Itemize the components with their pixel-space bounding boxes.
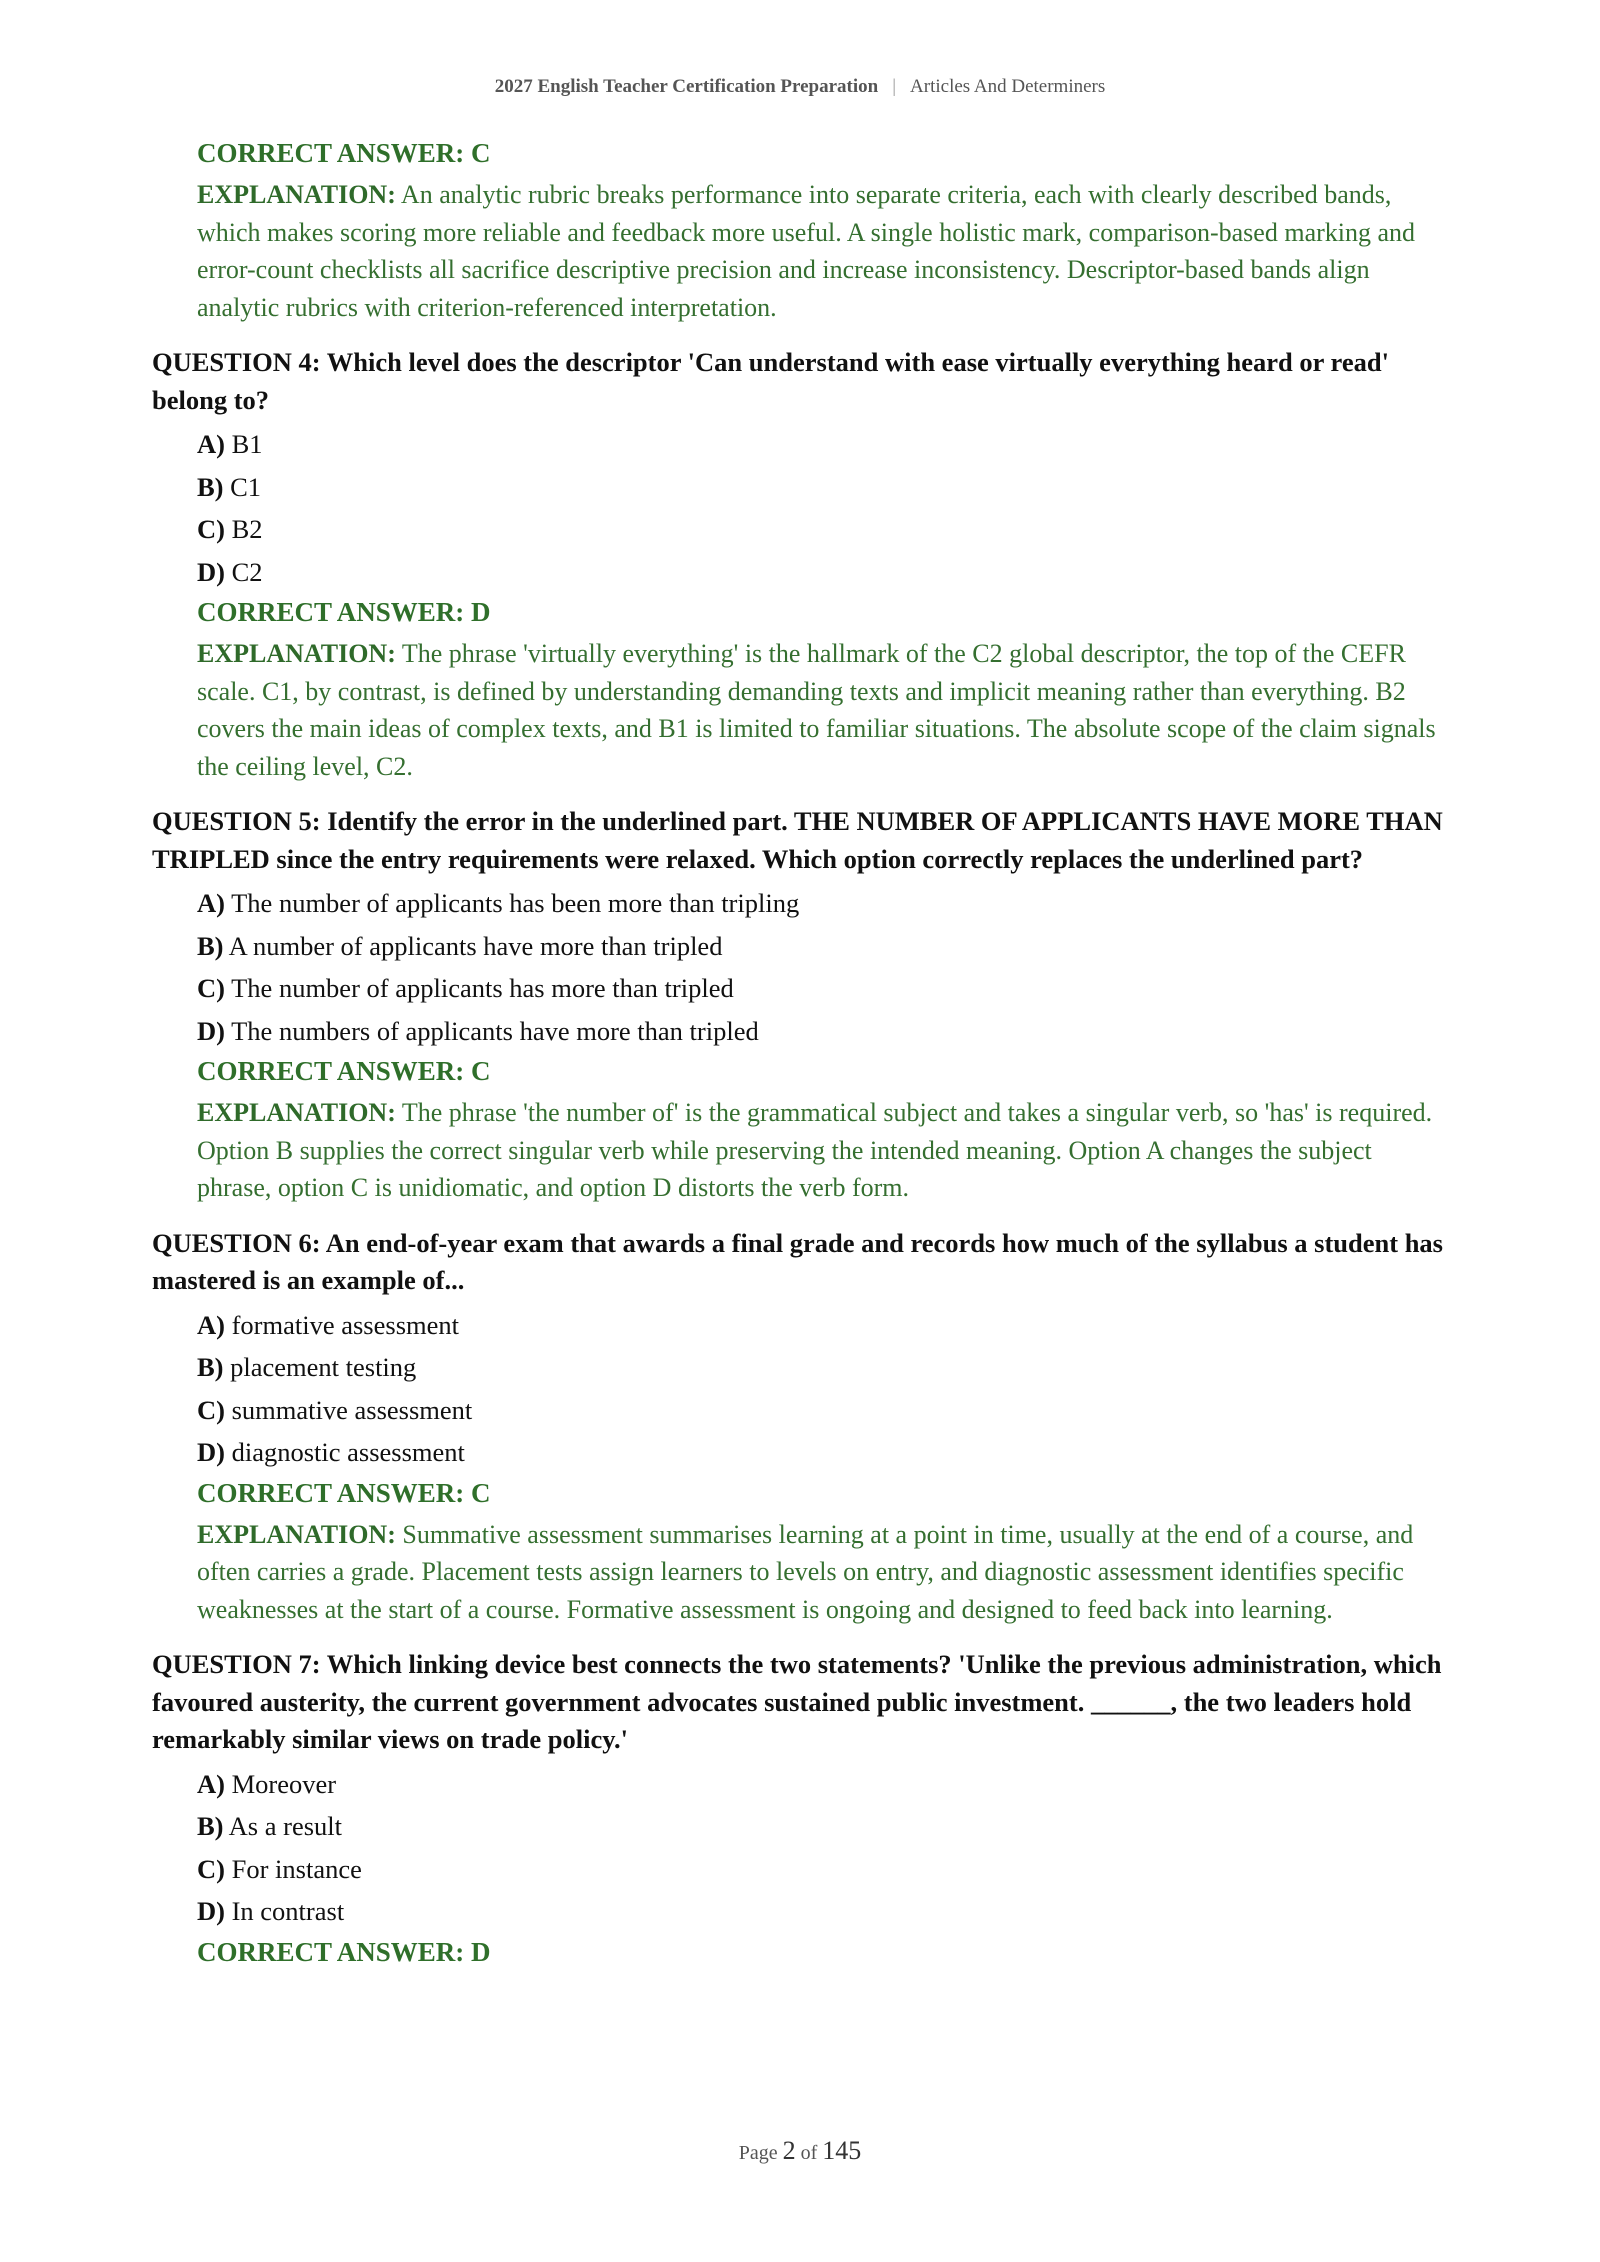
option-text: B1 [224,429,263,459]
option-text: In contrast [224,1896,345,1926]
explanation-label: EXPLANATION: [197,1519,396,1549]
explanation-text: The phrase 'virtually everything' is the hallmark of the C2 global descriptor, the top of the CEFR scale. C1, by contrast, is defined by understanding demanding texts and implicit meaning rather than everything. B2 covers the main ideas of complex texts, and B1 is limited to familiar situations. The absolute scope of the claim signals the ceiling level, C2. [197,639,1436,781]
option-b [197,466,1448,509]
question-text: QUESTION 7: Which linking device best connects the two statements? 'Unlike the previous administration, which favoured austerity, the current government advocates sustained public investment. ______, the two leaders hold remarkably similar views on trade policy.' [152,1649,1442,1754]
question-text: QUESTION 4: Which level does the descriptor 'Can understand with ease virtually everything heard or read' belong to? [152,347,1389,415]
explanation [197,635,1448,785]
option-text: Moreover [224,1768,337,1799]
option-c [197,1848,1448,1891]
correct-answer: CORRECT ANSWER: C [197,138,491,168]
option-letter: D) [197,1015,225,1046]
question-block-4 [152,344,1448,785]
option-text: C2 [224,556,263,587]
explanation-label: EXPLANATION: [197,180,396,209]
question-block-6 [152,1225,1448,1629]
correct-answer: CORRECT ANSWER: D [197,1936,491,1967]
explanation [197,1094,1448,1207]
option-text: The numbers of applicants have more than tripled [224,1015,759,1046]
header-section-title: Articles And Determiners [910,76,1106,97]
option-text: A number of applicants have more than tripled [223,930,723,961]
option-letter: C) [197,973,225,1003]
option-c [197,508,1448,551]
page-of-label: of [800,2142,818,2164]
option-letter: A) [197,1309,225,1340]
option-text: C1 [223,471,262,502]
option-text: B2 [224,514,263,544]
option-c [197,1389,1448,1432]
option-list [197,1304,1448,1474]
option-letter: B) [197,471,224,502]
option-a [197,1763,1448,1806]
question-block-7 [152,1646,1448,1971]
running-header [0,76,1600,98]
option-a [197,882,1448,925]
page-label: Page [738,2142,778,2164]
option-text: placement testing [223,1352,417,1382]
explanation-text: Summative assessment summarises learning at a point in time, usually at the end of a course, and often carries a grade. Placement tests assign learners to levels on entry, and diagnostic assessment identifies specific weaknesses at the start of a course. Formative assessment is ongoing and designed to feed back into learning. [197,1519,1414,1624]
option-letter: C) [197,514,225,544]
option-letter: D) [197,556,225,587]
page-number: 2 [782,2136,796,2165]
option-d [197,1890,1448,1933]
option-letter: B) [197,1352,224,1382]
option-d [197,1010,1448,1053]
header-separator: | [892,76,897,97]
option-letter: A) [197,888,225,918]
option-text: The number of applicants has been more than tripling [224,888,800,918]
option-b [197,1805,1448,1848]
header-series-title: 2027 English Teacher Certification Preparation [494,76,879,97]
option-b [197,1346,1448,1389]
option-text: For instance [224,1853,362,1884]
option-letter: A) [197,429,225,459]
explanation-text: The phrase 'the number of' is the grammatical subject and takes a singular verb, so 'has' is required. Option B supplies the correct singular verb while preserving the intended meaning. Option A changes the subject phrase, option C is unidiomatic, and option D distorts the verb form. [197,1098,1433,1202]
option-c [197,967,1448,1010]
option-list [197,423,1448,593]
question-text: QUESTION 5: Identify the error in the underlined part. THE NUMBER OF APPLICANTS HAVE MORE THAN TRIPLED since the entry requirements were relaxed. Which option correctly replaces the underlined part? [152,806,1443,874]
option-letter: B) [197,930,224,961]
carryover-block [152,134,1448,326]
option-letter: B) [197,1811,224,1841]
explanation-label: EXPLANATION: [197,639,396,668]
page-total: 145 [822,2136,862,2165]
explanation-label: EXPLANATION: [197,1098,396,1127]
correct-answer: CORRECT ANSWER: C [197,1056,491,1086]
option-letter: C) [197,1853,225,1884]
page-content [152,134,1448,1971]
page-footer [0,2136,1600,2166]
option-d [197,551,1448,594]
option-letter: A) [197,1768,225,1799]
explanation [197,1516,1448,1629]
option-b [197,925,1448,968]
option-a [197,1304,1448,1347]
option-text: summative assessment [224,1394,473,1425]
correct-answer: CORRECT ANSWER: D [197,597,491,627]
question-text: QUESTION 6: An end-of-year exam that awards a final grade and records how much of the syllabus a student has mastered is an example of... [152,1227,1443,1295]
explanation-text: An analytic rubric breaks performance into separate criteria, each with clearly described bands, which makes scoring more reliable and feedback more useful. A single holistic mark, comparison-based marking and error-count checklists all sacrifice descriptive precision and increase inconsistency. Descriptor-based bands align analytic rubrics with criterion-referenced interpretation. [197,180,1416,322]
option-letter: D) [197,1896,225,1926]
question-block-5 [152,803,1448,1207]
option-letter: C) [197,1394,225,1425]
explanation [197,176,1448,326]
option-text: formative assessment [224,1309,459,1340]
correct-answer: CORRECT ANSWER: C [197,1477,491,1508]
option-list [197,1763,1448,1933]
option-d [197,1431,1448,1474]
option-text: As a result [223,1811,342,1841]
option-text: The number of applicants has more than tripled [224,973,734,1003]
option-text: diagnostic assessment [224,1437,465,1467]
option-a [197,423,1448,466]
option-letter: D) [197,1437,225,1467]
option-list [197,882,1448,1052]
